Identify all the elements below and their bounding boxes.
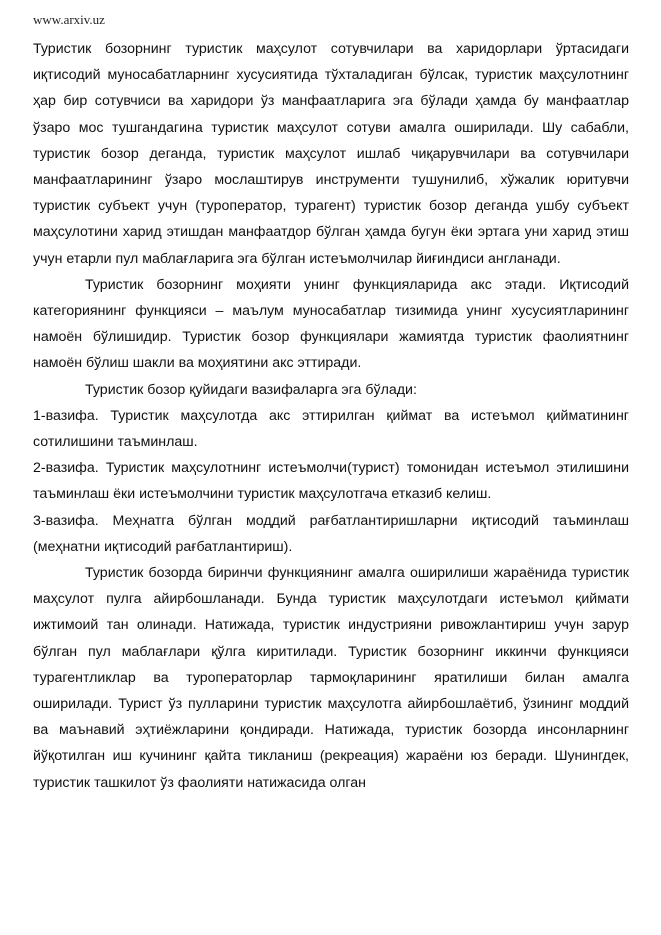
paragraph-task-2: 2-вазифа. Туристик маҳсулотнинг истеъмолчи(турист) томонидан истеъмол этилишини таъминлаш ёки истеъмолчини туристик маҳсулотгача етказиб келиш. (33, 460, 629, 503)
paragraph-task-1: 1-вазифа. Туристик маҳсулотда акс эттирилган қиймат ва истеъмол қийматининг сотилишини таъминлаш. (33, 407, 629, 451)
paragraph-first-function: Туристик бозорда биринчи функциянинг амалга оширилиши жараёнида туристик маҳсулот пулга айирбошланади. Бунда туристик маҳсулотдаги истеъмол қиймати ижтимоий тан олинади. Натижада, туристик индустрияни ривожлантириш учун зарур бўлган пул маблағлари қўлга киритилади. Туристик бозорнинг иккинчи функцияси турагентликлар ва туроператорлар тармоқларининг яратилиши билан амалга оширилади. Турист ўз пулларини туристик маҳсулотга айирбошлаётиб, ўзининг моддий ва маънавий эҳтиёжларини қондиради. Натижада, туристик бозорда инсонларнинг йўқотилган иш кучининг қайта тикланиш (рекреация) жараёни юз беради. Шунингдек, туристик ташкилот ўз фаолияти натижасида олган (33, 565, 629, 791)
source-url: www.arxiv.uz (33, 12, 105, 27)
paragraph-market-essence: Туристик бозорнинг моҳияти унинг функцияларида акс этади. Иқтисодий категориянинг функцияси – маълум муносабатлар тизимида унинг хусусиятларининг намоён бўлишидир. Туристик бозор функциялари жамиятда туристик фаолиятнинг намоён бўлиш шакли ва моҳиятини акс эттиради. (33, 276, 629, 372)
document-body (33, 36, 629, 796)
paragraph-task-3: 3-вазифа. Меҳнатга бўлган моддий рағбатлантиришларни иқтисодий таъминлаш (меҳнатни иқтисодий рағбатлантириш). (33, 512, 629, 555)
paragraph-market-relations: Туристик бозорнинг туристик маҳсулот сотувчилари ва харидорлари ўртасидаги иқтисодий муносабатларнинг хусусиятида тўхталадиган бўлсак, туристик маҳсулотнинг ҳар бир сотувчиси ва харидори ўз манфаатларига эга бўлади ҳамда бу манфаатлар ўзаро мос тушгандагина туристик маҳсулот сотуви амалга оширилади. Шу сабабли, туристик бозор деганда, туристик маҳсулот ишлаб чиқарувчилари ва сотувчилари манфаатларининг ўзаро мослаштирув инструменти тушунилиб, хўжалик юритувчи туристик субъект учун (туроператор, турагент) туристик бозор деганда ушбу субъект маҳсулотини харид этишдан манфаатдор бўлган ҳамда бугун ёки эртага уни харид этиш учун етарли пул маблағларига эга бўлган истеъмолчилар йиғиндиси англанади. (33, 41, 629, 267)
paragraph-tasks-intro: Туристик бозор қуйидаги вазифаларга эга бўлади: (85, 381, 417, 398)
